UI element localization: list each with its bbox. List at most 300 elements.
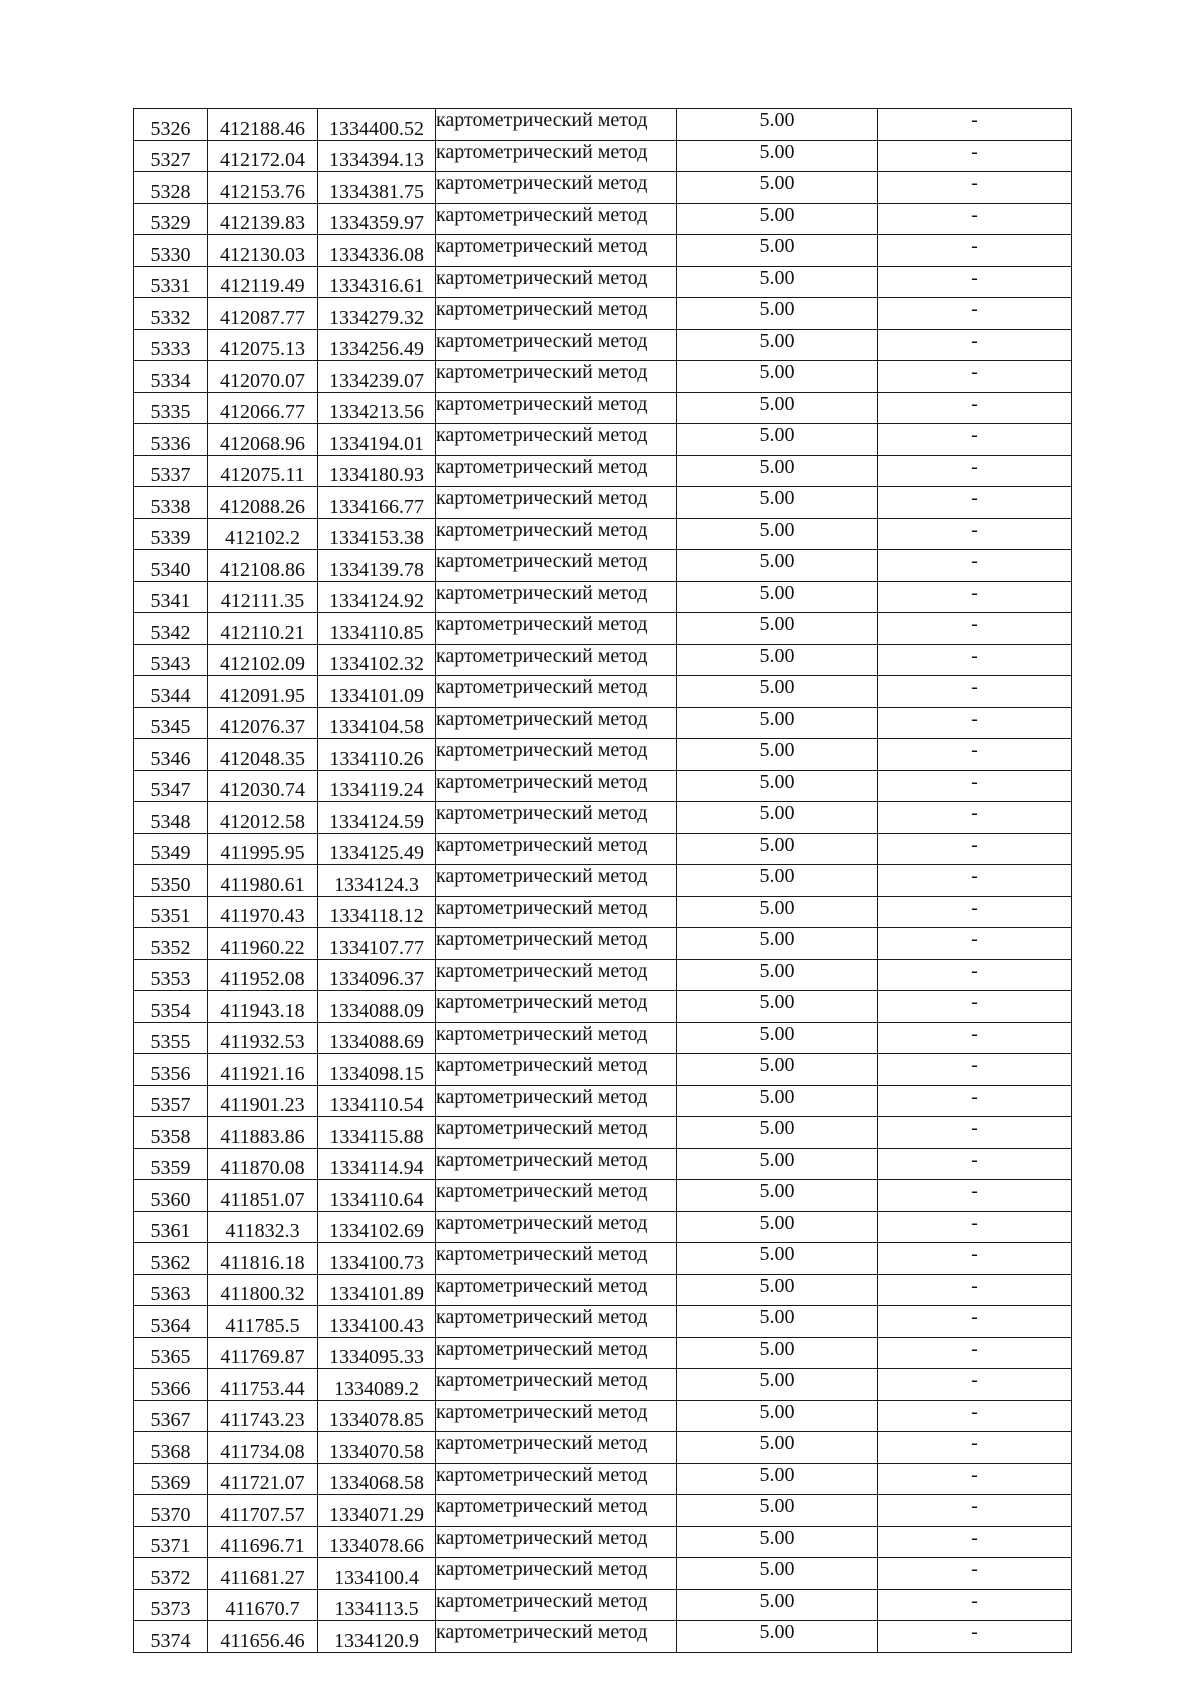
cell-method: картометрический метод — [436, 644, 677, 676]
cell-x-coordinate: 412188.46 — [208, 109, 318, 141]
cell-point-number: 5355 — [134, 1022, 208, 1054]
cell-note: - — [878, 455, 1072, 487]
cell-x-coordinate: 412048.35 — [208, 739, 318, 771]
cell-accuracy: 5.00 — [677, 172, 878, 204]
cell-x-coordinate: 411932.53 — [208, 1022, 318, 1054]
table-row — [134, 1526, 1072, 1558]
cell-x-coordinate: 412030.74 — [208, 770, 318, 802]
cell-y-coordinate: 1334124.59 — [318, 802, 436, 834]
cell-point-number: 5374 — [134, 1621, 208, 1653]
cell-accuracy: 5.00 — [677, 644, 878, 676]
table-row — [134, 1306, 1072, 1338]
cell-accuracy: 5.00 — [677, 1526, 878, 1558]
cell-point-number: 5366 — [134, 1369, 208, 1401]
table-row — [134, 1117, 1072, 1149]
cell-accuracy: 5.00 — [677, 518, 878, 550]
table-row — [134, 392, 1072, 424]
table-row — [134, 1621, 1072, 1653]
cell-note: - — [878, 581, 1072, 613]
cell-accuracy: 5.00 — [677, 1274, 878, 1306]
cell-accuracy: 5.00 — [677, 770, 878, 802]
cell-x-coordinate: 411681.27 — [208, 1558, 318, 1590]
cell-x-coordinate: 411656.46 — [208, 1621, 318, 1653]
cell-y-coordinate: 1334114.94 — [318, 1148, 436, 1180]
cell-method: картометрический метод — [436, 1589, 677, 1621]
cell-point-number: 5358 — [134, 1117, 208, 1149]
cell-x-coordinate: 411785.5 — [208, 1306, 318, 1338]
cell-note: - — [878, 1243, 1072, 1275]
table-row — [134, 518, 1072, 550]
cell-note: - — [878, 1495, 1072, 1527]
cell-y-coordinate: 1334101.89 — [318, 1274, 436, 1306]
table-row — [134, 1180, 1072, 1212]
cell-y-coordinate: 1334124.3 — [318, 865, 436, 897]
cell-note: - — [878, 1117, 1072, 1149]
cell-method: картометрический метод — [436, 1463, 677, 1495]
cell-x-coordinate: 412102.09 — [208, 644, 318, 676]
cell-note: - — [878, 802, 1072, 834]
cell-y-coordinate: 1334336.08 — [318, 235, 436, 267]
cell-point-number: 5367 — [134, 1400, 208, 1432]
cell-accuracy: 5.00 — [677, 1022, 878, 1054]
cell-point-number: 5347 — [134, 770, 208, 802]
cell-x-coordinate: 412111.35 — [208, 581, 318, 613]
cell-note: - — [878, 550, 1072, 582]
cell-note: - — [878, 235, 1072, 267]
cell-y-coordinate: 1334239.07 — [318, 361, 436, 393]
cell-x-coordinate: 412119.49 — [208, 266, 318, 298]
cell-x-coordinate: 411743.23 — [208, 1400, 318, 1432]
cell-x-coordinate: 411670.7 — [208, 1589, 318, 1621]
cell-point-number: 5332 — [134, 298, 208, 330]
cell-method: картометрический метод — [436, 1085, 677, 1117]
coordinates-table — [133, 108, 1072, 1653]
cell-y-coordinate: 1334104.58 — [318, 707, 436, 739]
cell-point-number: 5342 — [134, 613, 208, 645]
table-row — [134, 424, 1072, 456]
cell-y-coordinate: 1334107.77 — [318, 928, 436, 960]
table-row — [134, 235, 1072, 267]
cell-y-coordinate: 1334139.78 — [318, 550, 436, 582]
table-row — [134, 581, 1072, 613]
cell-x-coordinate: 412088.26 — [208, 487, 318, 519]
cell-point-number: 5334 — [134, 361, 208, 393]
cell-point-number: 5350 — [134, 865, 208, 897]
cell-note: - — [878, 1337, 1072, 1369]
cell-x-coordinate: 411980.61 — [208, 865, 318, 897]
cell-note: - — [878, 1432, 1072, 1464]
cell-point-number: 5353 — [134, 959, 208, 991]
cell-y-coordinate: 1334400.52 — [318, 109, 436, 141]
cell-accuracy: 5.00 — [677, 581, 878, 613]
cell-method: картометрический метод — [436, 991, 677, 1023]
cell-point-number: 5352 — [134, 928, 208, 960]
cell-point-number: 5372 — [134, 1558, 208, 1590]
cell-method: картометрический метод — [436, 1495, 677, 1527]
cell-accuracy: 5.00 — [677, 266, 878, 298]
cell-method: картометрический метод — [436, 707, 677, 739]
cell-note: - — [878, 329, 1072, 361]
cell-x-coordinate: 412102.2 — [208, 518, 318, 550]
cell-accuracy: 5.00 — [677, 676, 878, 708]
table-row — [134, 550, 1072, 582]
cell-y-coordinate: 1334120.9 — [318, 1621, 436, 1653]
cell-x-coordinate: 411943.18 — [208, 991, 318, 1023]
table-row — [134, 739, 1072, 771]
cell-point-number: 5359 — [134, 1148, 208, 1180]
cell-accuracy: 5.00 — [677, 959, 878, 991]
cell-x-coordinate: 412066.77 — [208, 392, 318, 424]
cell-method: картометрический метод — [436, 1369, 677, 1401]
cell-accuracy: 5.00 — [677, 1306, 878, 1338]
cell-method: картометрический метод — [436, 833, 677, 865]
cell-point-number: 5330 — [134, 235, 208, 267]
cell-x-coordinate: 412172.04 — [208, 140, 318, 172]
table-row — [134, 203, 1072, 235]
cell-point-number: 5346 — [134, 739, 208, 771]
table-row — [134, 613, 1072, 645]
table-row — [134, 1463, 1072, 1495]
cell-accuracy: 5.00 — [677, 109, 878, 141]
cell-y-coordinate: 1334089.2 — [318, 1369, 436, 1401]
cell-method: картометрический метод — [436, 1432, 677, 1464]
cell-method: картометрический метод — [436, 1526, 677, 1558]
cell-method: картометрический метод — [436, 1054, 677, 1086]
table-row — [134, 928, 1072, 960]
cell-y-coordinate: 1334166.77 — [318, 487, 436, 519]
table-row — [134, 1022, 1072, 1054]
cell-y-coordinate: 1334118.12 — [318, 896, 436, 928]
cell-method: картометрический метод — [436, 1400, 677, 1432]
table-row — [134, 266, 1072, 298]
cell-note: - — [878, 109, 1072, 141]
cell-method: картометрический метод — [436, 1180, 677, 1212]
cell-y-coordinate: 1334110.64 — [318, 1180, 436, 1212]
cell-method: картометрический метод — [436, 361, 677, 393]
cell-accuracy: 5.00 — [677, 1148, 878, 1180]
cell-y-coordinate: 1334180.93 — [318, 455, 436, 487]
cell-method: картометрический метод — [436, 392, 677, 424]
cell-y-coordinate: 1334102.69 — [318, 1211, 436, 1243]
cell-y-coordinate: 1334088.69 — [318, 1022, 436, 1054]
cell-method: картометрический метод — [436, 959, 677, 991]
cell-accuracy: 5.00 — [677, 1463, 878, 1495]
cell-note: - — [878, 1558, 1072, 1590]
cell-y-coordinate: 1334256.49 — [318, 329, 436, 361]
cell-accuracy: 5.00 — [677, 1211, 878, 1243]
cell-point-number: 5331 — [134, 266, 208, 298]
cell-note: - — [878, 298, 1072, 330]
cell-point-number: 5373 — [134, 1589, 208, 1621]
cell-y-coordinate: 1334100.4 — [318, 1558, 436, 1590]
cell-x-coordinate: 412075.13 — [208, 329, 318, 361]
cell-y-coordinate: 1334078.85 — [318, 1400, 436, 1432]
cell-point-number: 5348 — [134, 802, 208, 834]
cell-accuracy: 5.00 — [677, 833, 878, 865]
cell-x-coordinate: 412070.07 — [208, 361, 318, 393]
cell-method: картометрический метод — [436, 329, 677, 361]
cell-method: картометрический метод — [436, 172, 677, 204]
cell-point-number: 5327 — [134, 140, 208, 172]
cell-y-coordinate: 1334279.32 — [318, 298, 436, 330]
table-row — [134, 1558, 1072, 1590]
cell-y-coordinate: 1334070.58 — [318, 1432, 436, 1464]
cell-note: - — [878, 1526, 1072, 1558]
cell-y-coordinate: 1334101.09 — [318, 676, 436, 708]
cell-method: картометрический метод — [436, 235, 677, 267]
table-row — [134, 1400, 1072, 1432]
cell-method: картометрический метод — [436, 298, 677, 330]
table-row — [134, 1054, 1072, 1086]
cell-y-coordinate: 1334102.32 — [318, 644, 436, 676]
cell-x-coordinate: 412068.96 — [208, 424, 318, 456]
cell-accuracy: 5.00 — [677, 1432, 878, 1464]
cell-accuracy: 5.00 — [677, 613, 878, 645]
cell-accuracy: 5.00 — [677, 865, 878, 897]
cell-method: картометрический метод — [436, 739, 677, 771]
cell-accuracy: 5.00 — [677, 739, 878, 771]
cell-x-coordinate: 412012.58 — [208, 802, 318, 834]
table-row — [134, 1243, 1072, 1275]
cell-point-number: 5339 — [134, 518, 208, 550]
cell-point-number: 5360 — [134, 1180, 208, 1212]
cell-method: картометрический метод — [436, 1148, 677, 1180]
cell-point-number: 5340 — [134, 550, 208, 582]
cell-point-number: 5361 — [134, 1211, 208, 1243]
cell-point-number: 5336 — [134, 424, 208, 456]
cell-y-coordinate: 1334124.92 — [318, 581, 436, 613]
cell-accuracy: 5.00 — [677, 1085, 878, 1117]
cell-method: картометрический метод — [436, 487, 677, 519]
cell-method: картометрический метод — [436, 1243, 677, 1275]
cell-method: картометрический метод — [436, 109, 677, 141]
cell-point-number: 5329 — [134, 203, 208, 235]
table-row — [134, 865, 1072, 897]
cell-point-number: 5326 — [134, 109, 208, 141]
cell-x-coordinate: 411901.23 — [208, 1085, 318, 1117]
cell-point-number: 5343 — [134, 644, 208, 676]
cell-x-coordinate: 411734.08 — [208, 1432, 318, 1464]
cell-method: картометрический метод — [436, 203, 677, 235]
cell-point-number: 5344 — [134, 676, 208, 708]
table-row — [134, 676, 1072, 708]
cell-note: - — [878, 1148, 1072, 1180]
cell-x-coordinate: 411800.32 — [208, 1274, 318, 1306]
cell-point-number: 5370 — [134, 1495, 208, 1527]
cell-point-number: 5349 — [134, 833, 208, 865]
cell-point-number: 5362 — [134, 1243, 208, 1275]
table-row — [134, 140, 1072, 172]
cell-accuracy: 5.00 — [677, 1180, 878, 1212]
cell-note: - — [878, 1180, 1072, 1212]
cell-point-number: 5371 — [134, 1526, 208, 1558]
cell-note: - — [878, 833, 1072, 865]
cell-accuracy: 5.00 — [677, 235, 878, 267]
cell-method: картометрический метод — [436, 1306, 677, 1338]
cell-point-number: 5341 — [134, 581, 208, 613]
cell-accuracy: 5.00 — [677, 991, 878, 1023]
cell-method: картометрический метод — [436, 1337, 677, 1369]
cell-point-number: 5369 — [134, 1463, 208, 1495]
cell-note: - — [878, 266, 1072, 298]
cell-note: - — [878, 1054, 1072, 1086]
cell-note: - — [878, 1400, 1072, 1432]
cell-accuracy: 5.00 — [677, 329, 878, 361]
cell-y-coordinate: 1334119.24 — [318, 770, 436, 802]
cell-method: картометрический метод — [436, 266, 677, 298]
cell-note: - — [878, 613, 1072, 645]
cell-y-coordinate: 1334110.54 — [318, 1085, 436, 1117]
table-row — [134, 361, 1072, 393]
cell-method: картометрический метод — [436, 581, 677, 613]
cell-x-coordinate: 411851.07 — [208, 1180, 318, 1212]
table-row — [134, 991, 1072, 1023]
cell-note: - — [878, 928, 1072, 960]
table-row — [134, 1148, 1072, 1180]
cell-accuracy: 5.00 — [677, 1337, 878, 1369]
cell-accuracy: 5.00 — [677, 1243, 878, 1275]
cell-method: картометрический метод — [436, 1558, 677, 1590]
cell-note: - — [878, 140, 1072, 172]
cell-point-number: 5363 — [134, 1274, 208, 1306]
table-row — [134, 1369, 1072, 1401]
cell-point-number: 5356 — [134, 1054, 208, 1086]
cell-y-coordinate: 1334113.5 — [318, 1589, 436, 1621]
cell-method: картометрический метод — [436, 1621, 677, 1653]
cell-y-coordinate: 1334068.58 — [318, 1463, 436, 1495]
table-row — [134, 959, 1072, 991]
cell-y-coordinate: 1334125.49 — [318, 833, 436, 865]
cell-method: картометрический метод — [436, 455, 677, 487]
cell-accuracy: 5.00 — [677, 707, 878, 739]
table-row — [134, 644, 1072, 676]
table-row — [134, 1495, 1072, 1527]
table-row — [134, 172, 1072, 204]
cell-method: картометрический метод — [436, 140, 677, 172]
cell-method: картометрический метод — [436, 770, 677, 802]
cell-note: - — [878, 959, 1072, 991]
cell-accuracy: 5.00 — [677, 1054, 878, 1086]
cell-y-coordinate: 1334098.15 — [318, 1054, 436, 1086]
cell-accuracy: 5.00 — [677, 1495, 878, 1527]
cell-note: - — [878, 424, 1072, 456]
cell-point-number: 5368 — [134, 1432, 208, 1464]
cell-method: картометрический метод — [436, 865, 677, 897]
cell-point-number: 5338 — [134, 487, 208, 519]
cell-accuracy: 5.00 — [677, 928, 878, 960]
cell-accuracy: 5.00 — [677, 203, 878, 235]
cell-x-coordinate: 411960.22 — [208, 928, 318, 960]
cell-method: картометрический метод — [436, 424, 677, 456]
cell-note: - — [878, 896, 1072, 928]
cell-point-number: 5365 — [134, 1337, 208, 1369]
cell-y-coordinate: 1334100.43 — [318, 1306, 436, 1338]
cell-point-number: 5333 — [134, 329, 208, 361]
cell-note: - — [878, 1621, 1072, 1653]
cell-x-coordinate: 412153.76 — [208, 172, 318, 204]
table-row — [134, 1337, 1072, 1369]
cell-accuracy: 5.00 — [677, 487, 878, 519]
cell-point-number: 5354 — [134, 991, 208, 1023]
cell-point-number: 5364 — [134, 1306, 208, 1338]
cell-note: - — [878, 739, 1072, 771]
cell-y-coordinate: 1334394.13 — [318, 140, 436, 172]
table-row — [134, 298, 1072, 330]
cell-y-coordinate: 1334316.61 — [318, 266, 436, 298]
cell-x-coordinate: 411721.07 — [208, 1463, 318, 1495]
cell-x-coordinate: 412108.86 — [208, 550, 318, 582]
cell-y-coordinate: 1334115.88 — [318, 1117, 436, 1149]
cell-point-number: 5357 — [134, 1085, 208, 1117]
cell-x-coordinate: 411952.08 — [208, 959, 318, 991]
cell-accuracy: 5.00 — [677, 896, 878, 928]
cell-note: - — [878, 172, 1072, 204]
table-row — [134, 1085, 1072, 1117]
cell-note: - — [878, 1589, 1072, 1621]
cell-x-coordinate: 411832.3 — [208, 1211, 318, 1243]
cell-y-coordinate: 1334213.56 — [318, 392, 436, 424]
cell-accuracy: 5.00 — [677, 392, 878, 424]
cell-y-coordinate: 1334071.29 — [318, 1495, 436, 1527]
table-row — [134, 707, 1072, 739]
cell-method: картометрический метод — [436, 802, 677, 834]
table-row — [134, 896, 1072, 928]
cell-point-number: 5345 — [134, 707, 208, 739]
cell-x-coordinate: 411883.86 — [208, 1117, 318, 1149]
table-row — [134, 833, 1072, 865]
cell-method: картометрический метод — [436, 518, 677, 550]
table-row — [134, 487, 1072, 519]
cell-y-coordinate: 1334096.37 — [318, 959, 436, 991]
cell-x-coordinate: 411696.71 — [208, 1526, 318, 1558]
cell-x-coordinate: 411753.44 — [208, 1369, 318, 1401]
cell-y-coordinate: 1334078.66 — [318, 1526, 436, 1558]
cell-accuracy: 5.00 — [677, 455, 878, 487]
cell-note: - — [878, 1306, 1072, 1338]
cell-note: - — [878, 1085, 1072, 1117]
cell-method: картометрический метод — [436, 550, 677, 582]
cell-method: картометрический метод — [436, 896, 677, 928]
cell-note: - — [878, 644, 1072, 676]
cell-method: картометрический метод — [436, 676, 677, 708]
table-row — [134, 329, 1072, 361]
table-row — [134, 1432, 1072, 1464]
cell-x-coordinate: 412130.03 — [208, 235, 318, 267]
cell-accuracy: 5.00 — [677, 550, 878, 582]
cell-note: - — [878, 361, 1072, 393]
cell-note: - — [878, 487, 1072, 519]
cell-note: - — [878, 991, 1072, 1023]
cell-x-coordinate: 412110.21 — [208, 613, 318, 645]
cell-x-coordinate: 412091.95 — [208, 676, 318, 708]
cell-x-coordinate: 412139.83 — [208, 203, 318, 235]
cell-y-coordinate: 1334110.85 — [318, 613, 436, 645]
cell-x-coordinate: 411870.08 — [208, 1148, 318, 1180]
cell-method: картометрический метод — [436, 1274, 677, 1306]
cell-y-coordinate: 1334153.38 — [318, 518, 436, 550]
table-row — [134, 1211, 1072, 1243]
cell-method: картометрический метод — [436, 1211, 677, 1243]
cell-accuracy: 5.00 — [677, 1400, 878, 1432]
cell-note: - — [878, 1211, 1072, 1243]
cell-y-coordinate: 1334110.26 — [318, 739, 436, 771]
cell-note: - — [878, 770, 1072, 802]
cell-y-coordinate: 1334095.33 — [318, 1337, 436, 1369]
cell-note: - — [878, 865, 1072, 897]
cell-note: - — [878, 707, 1072, 739]
cell-point-number: 5335 — [134, 392, 208, 424]
table-row — [134, 455, 1072, 487]
